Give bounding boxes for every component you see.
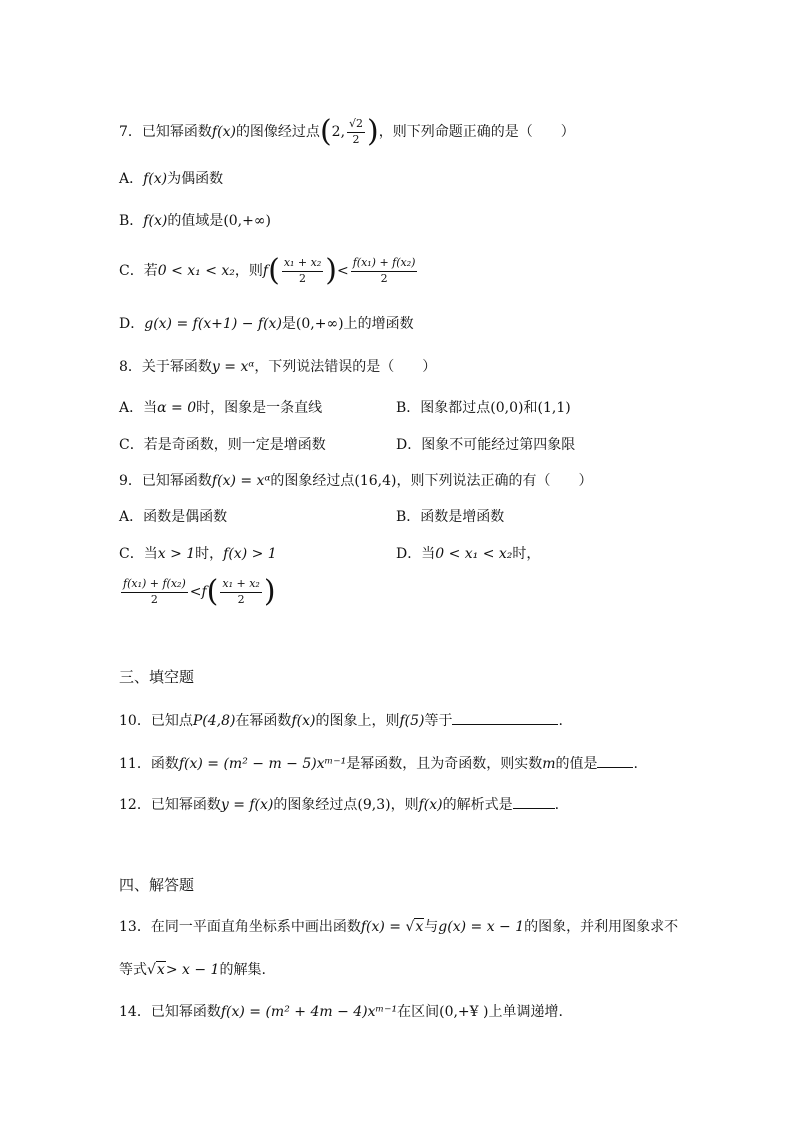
q9-option-b [396, 510, 504, 524]
q13-line2-sqrt: √x [147, 962, 165, 978]
q10-fx: f(x) [291, 713, 316, 729]
q9-opt-d-left-frac [121, 578, 188, 605]
q9-opt-d-lt: < [189, 584, 202, 600]
q9-option-d [396, 547, 540, 561]
q12-point: (9,3) [357, 797, 391, 813]
q9-opt-c-res: f(x) > 1 [223, 546, 277, 562]
q7-opt-d-interval: (0,+∞) [295, 316, 344, 332]
q7-option-d [119, 317, 414, 331]
q7-opt-c-cond: 0 < x₁ < x₂ [157, 263, 235, 279]
q13-line2-ineq: > x − 1 [165, 962, 220, 978]
q11-formula: f(x) = (m² − m − 5)xᵐ⁻¹ [178, 756, 347, 772]
q9-opt-d-f: f [201, 584, 207, 600]
q11-mid: 是幂函数，且为奇函数，则实数 [346, 756, 543, 772]
q7-point-num: √2 [347, 118, 365, 132]
q11-pre: 11．函数 [119, 756, 179, 772]
q7-stem [119, 114, 575, 149]
q12-end: . [554, 797, 560, 813]
q7-opt-a-text: 为偶函数 [167, 171, 224, 187]
q7-opt-c-left-frac [282, 257, 323, 284]
q9-opt-d-label: D．当 [396, 546, 436, 562]
q13-line1 [119, 920, 678, 934]
section-4-title-text: 四、解答题 [119, 876, 195, 894]
q10-end: . [558, 713, 563, 729]
q9-stem-mid: 的图象经过点 [270, 473, 355, 489]
q8-stem-post: ，下列说法错误的是（ ） [254, 359, 437, 375]
q9-opt-d-rden: 2 [237, 592, 245, 606]
q8-formula: y = xᵅ [211, 359, 255, 375]
q13-line2-pre: 等式 [119, 962, 147, 978]
q13-g: g(x) = x − 1 [438, 919, 525, 935]
q7-stem-pre: 7．已知幂函数 [119, 124, 212, 140]
q9-stem-post: ，则下列说法正确的有（ ） [396, 473, 593, 489]
q11-var: m [542, 756, 556, 772]
q8-option-c [119, 438, 326, 452]
q9-opt-d-post: 时， [512, 546, 541, 562]
q7-opt-c-rnum: f(x₁) + f(x₂) [351, 257, 418, 271]
section-4-title [119, 878, 194, 893]
q7-opt-b-label: B． [119, 213, 144, 229]
q7-option-a [119, 172, 223, 186]
q9-opt-d-close-paren: ) [263, 574, 276, 609]
q7-point-frac [347, 118, 365, 145]
q10-mid: 在幂函数 [235, 713, 292, 729]
q8-opt-c-text: C．若是奇函数，则一定是增函数 [119, 437, 326, 453]
q9-opt-d-rnum: x₁ + x₂ [220, 578, 261, 592]
q8-opt-b-label: B．图象都过点 [396, 400, 491, 416]
q7-opt-a-label: A． [119, 171, 144, 187]
q7-option-b [119, 214, 271, 228]
q9-point: (16,4) [354, 473, 397, 489]
q7-option-c [119, 253, 419, 288]
q7-opt-d-label: D． [119, 316, 145, 332]
section-3-title [119, 670, 194, 685]
q9-opt-a-text: A．函数是偶函数 [119, 509, 228, 525]
q12-fx: f(x) [418, 797, 443, 813]
q10-f5: f(5) [399, 713, 425, 729]
q9-opt-d-lden: 2 [150, 592, 158, 606]
q13-pre: 13．在同一平面直角坐标系中画出函数 [119, 919, 361, 935]
q10 [119, 712, 563, 728]
q10-pre: 10．已知点 [119, 713, 193, 729]
q9-opt-d-right-frac [220, 578, 261, 605]
q13-f: f(x) = [360, 919, 406, 935]
q9-opt-c-label: C．当 [119, 546, 158, 562]
q14-mid: 在区间 [397, 1004, 440, 1020]
q7-close-paren: ) [367, 114, 379, 149]
q7-point-x: 2, [331, 124, 346, 140]
q7-opt-c-rden: 2 [380, 271, 388, 285]
q9-formula: f(x) = xᵅ [211, 473, 271, 489]
q8-option-b [396, 401, 571, 415]
q7-opt-b-interval: (0,+∞) [223, 213, 271, 229]
q7-opt-b-text: 的值域是 [167, 213, 224, 229]
q8-opt-b-p1: (0,0) [490, 400, 524, 416]
q13-mid: 与 [424, 919, 439, 935]
q9-opt-b-text: B．函数是增函数 [396, 509, 505, 525]
q14-formula: f(x) = (m² + 4m − 4)xᵐ⁻¹ [220, 1004, 398, 1020]
q7-point-den: 2 [352, 132, 360, 146]
q7-opt-a-fx: f(x) [143, 171, 168, 187]
q7-opt-d-text: 是 [281, 316, 296, 332]
q9-opt-d-cond: 0 < x₁ < x₂ [435, 546, 513, 562]
q10-mid2: 的图象上，则 [315, 713, 400, 729]
q7-opt-c-f: f [262, 263, 269, 279]
q12-mid: 的图象经过点 [273, 797, 358, 813]
q7-fx: f(x) [211, 124, 236, 140]
q7-opt-c-then: ，则 [234, 263, 263, 279]
q13-post: 的图象，并利用图象求不 [524, 919, 679, 935]
q9-option-d-inequality [119, 574, 276, 609]
q7-open-paren: ( [319, 114, 332, 149]
q8-opt-b-p2: (1,1) [537, 400, 571, 416]
q13-line2-sqrt-arg: x [156, 962, 165, 978]
q11-post: 的值是 [555, 756, 598, 772]
q7-opt-d-post: 上的增函数 [343, 316, 414, 332]
q12-post: 的解析式是 [442, 797, 513, 813]
q12-answer-blank[interactable] [513, 796, 555, 809]
q7-opt-c-label: C．若 [119, 263, 158, 279]
q13-line2-post: 的解集. [219, 962, 266, 978]
q10-post: 等于 [424, 713, 453, 729]
q8-stem-pre: 8．关于幂函数 [119, 359, 212, 375]
q13-line2 [119, 963, 266, 977]
q14-pre: 14．已知幂函数 [119, 1004, 221, 1020]
q9-stem [119, 474, 593, 488]
q10-point: P(4,8) [192, 713, 236, 729]
q7-opt-c-open-paren: ( [268, 253, 280, 288]
q11 [119, 755, 638, 771]
q11-answer-blank[interactable] [597, 755, 633, 768]
q9-option-c [119, 547, 277, 561]
q14 [119, 1005, 563, 1019]
q10-answer-blank[interactable] [452, 712, 558, 725]
q8-opt-b-and: 和 [523, 400, 538, 416]
q8-opt-a-text: 时，图象是一条直线 [196, 400, 323, 416]
q8-opt-a-label: A．当 [119, 400, 158, 416]
q12 [119, 796, 559, 812]
q12-formula: y = f(x) [220, 797, 274, 813]
q11-end: . [633, 756, 638, 772]
q14-post: 上单调递增. [488, 1004, 563, 1020]
q12-pre: 12．已知幂函数 [119, 797, 221, 813]
q13-sqrt: √x [405, 919, 424, 935]
q7-stem-post: ，则下列命题正确的是（ ） [378, 124, 575, 140]
q7-opt-d-formula: g(x) = f(x+1) − f(x) [144, 316, 282, 332]
q8-option-d [396, 438, 575, 452]
q9-opt-d-lnum: f(x₁) + f(x₂) [121, 578, 188, 592]
q14-interval: (0,+¥ ) [439, 1004, 489, 1020]
q9-opt-c-mid: 时， [195, 546, 224, 562]
q8-option-a [119, 401, 322, 415]
q9-opt-d-open-paren: ( [206, 574, 219, 609]
q9-stem-pre: 9．已知幂函数 [119, 473, 212, 489]
q12-mid2: ，则 [390, 797, 419, 813]
q9-option-a [119, 510, 227, 524]
q13-sqrt-arg: x [415, 919, 424, 935]
q7-opt-c-close-paren: ) [325, 253, 337, 288]
q7-opt-c-num: x₁ + x₂ [282, 257, 323, 271]
q7-stem-mid: 的图像经过点 [235, 124, 320, 140]
q7-opt-c-den: 2 [299, 271, 307, 285]
q8-opt-a-formula: α = 0 [157, 400, 197, 416]
q9-opt-c-cond: x > 1 [157, 546, 196, 562]
section-3-title-text: 三、填空题 [119, 668, 195, 686]
q7-opt-c-right-frac [351, 257, 418, 284]
q7-opt-c-lt: < [336, 263, 349, 279]
q7-opt-b-fx: f(x) [143, 213, 168, 229]
q8-stem [119, 360, 436, 374]
q8-opt-d-text: D．图象不可能经过第四象限 [396, 437, 576, 453]
